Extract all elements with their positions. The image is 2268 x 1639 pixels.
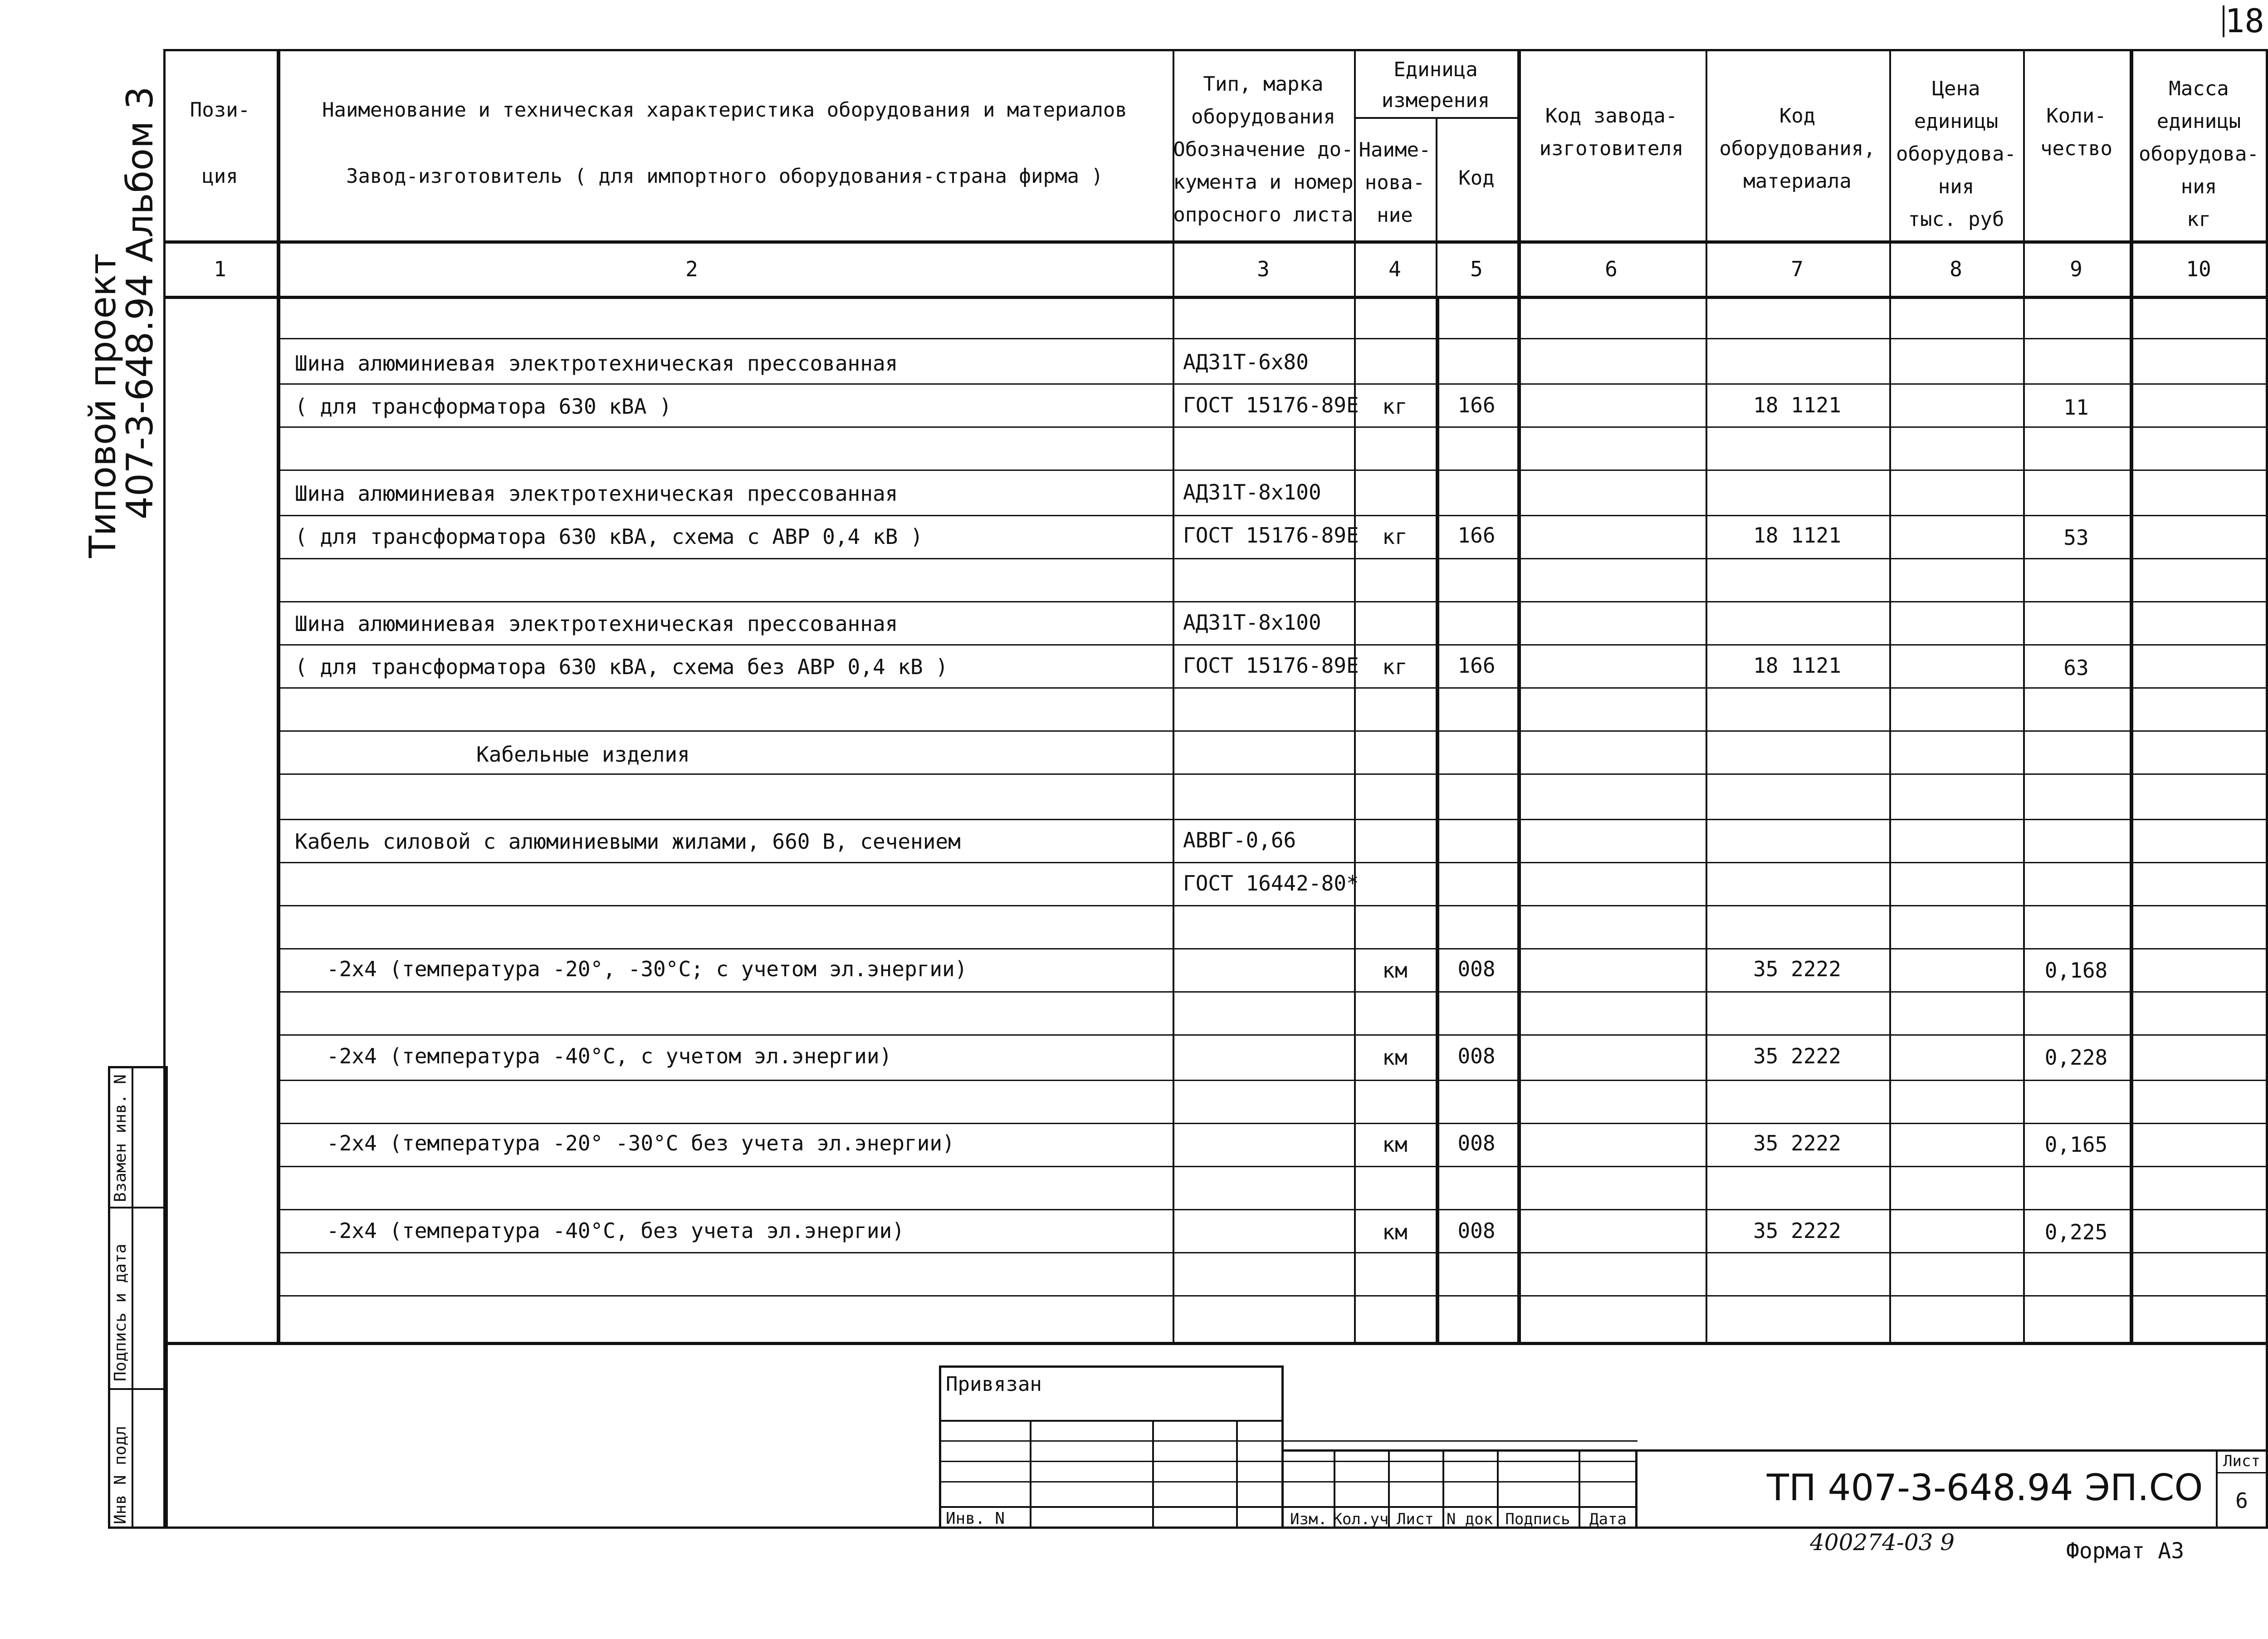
colnum-2: 2 bbox=[685, 257, 698, 281]
sheet-number: 6 bbox=[2235, 1488, 2248, 1513]
header-c3: Тип, марка оборудования Обозначение до- кумента и номер опросного листа bbox=[1173, 73, 1354, 226]
stamp-label-replacement: Взамен инв. N bbox=[111, 1074, 130, 1202]
row-qty: 53 bbox=[2063, 525, 2089, 550]
row-code: 008 bbox=[1457, 1131, 1496, 1155]
sheet-label: Лист bbox=[2223, 1452, 2260, 1470]
row-equip-code: 35 2222 bbox=[1753, 1218, 1841, 1243]
row-type: АД31Т-6х80 bbox=[1183, 350, 1309, 374]
row-type: ГОСТ 15176-89Е bbox=[1183, 523, 1359, 548]
header-c9: Коли- чество bbox=[2040, 104, 2112, 160]
rev-col-list: Лист bbox=[1397, 1510, 1434, 1528]
row-qty: 63 bbox=[2063, 656, 2089, 680]
colnum-8: 8 bbox=[1950, 257, 1962, 281]
row-name: -2х4 (температура -40°С, с учетом эл.энергии) bbox=[327, 1044, 892, 1068]
row-code: 008 bbox=[1457, 1044, 1496, 1068]
colnum-1: 1 bbox=[214, 257, 226, 281]
attached-label: Привязан bbox=[946, 1373, 1042, 1396]
header-unit-group: Единица измерения bbox=[1381, 58, 1490, 112]
row-unit: км bbox=[1382, 1220, 1408, 1244]
rev-col-signature: Подпись bbox=[1505, 1510, 1570, 1528]
handwritten-code: 400274-03 9 bbox=[1810, 1529, 1955, 1556]
row-equip-code: 35 2222 bbox=[1753, 1131, 1841, 1155]
colnum-4: 4 bbox=[1388, 257, 1401, 281]
header-c4: Наиме- нова- ние bbox=[1359, 138, 1431, 227]
colnum-7: 7 bbox=[1791, 257, 1804, 281]
row-equip-code: 18 1121 bbox=[1753, 653, 1841, 678]
row-unit: км bbox=[1382, 1132, 1408, 1157]
colnum-10: 10 bbox=[2186, 257, 2211, 281]
stamp-label-inv-podl: Инв N подл bbox=[111, 1426, 130, 1524]
colnum-6: 6 bbox=[1605, 257, 1618, 281]
row-code: 166 bbox=[1457, 523, 1496, 548]
row-equip-code: 35 2222 bbox=[1753, 957, 1841, 981]
stamp-label-signature: Подпись и дата bbox=[111, 1243, 130, 1381]
row-type: ГОСТ 15176-89Е bbox=[1183, 393, 1359, 417]
row-qty: 0,225 bbox=[2044, 1220, 2108, 1244]
row-unit: км bbox=[1382, 958, 1408, 983]
row-qty: 0,168 bbox=[2044, 958, 2108, 983]
inv-label: Инв. N bbox=[946, 1509, 1005, 1528]
header-c6: Код завода- изготовителя bbox=[1539, 104, 1684, 160]
rev-col-ndok: N док bbox=[1446, 1510, 1493, 1528]
row-type: ГОСТ 15176-89Е bbox=[1183, 653, 1359, 678]
row-name: Кабель силовой с алюминиевыми жилами, 660 В, сечением bbox=[295, 829, 961, 854]
row-equip-code: 18 1121 bbox=[1753, 523, 1841, 548]
colnum-9: 9 bbox=[2070, 257, 2082, 281]
header-c7: Код оборудования, материала bbox=[1719, 104, 1876, 193]
rev-col-kolch: Кол.уч bbox=[1333, 1510, 1389, 1528]
header-c8: Цена единицы оборудова- ния тыс. руб bbox=[1896, 77, 2016, 231]
row-name: Шина алюминиевая электротехническая прессованная bbox=[295, 612, 898, 636]
row-unit: км bbox=[1382, 1045, 1408, 1070]
row-name: Шина алюминиевая электротехническая прессованная bbox=[295, 481, 898, 506]
colnum-5: 5 bbox=[1470, 257, 1483, 281]
colnum-3: 3 bbox=[1257, 257, 1270, 281]
header-c2: Наименование и техническая характеристика оборудования и материалов Завод-изготовитель ( для импортного оборудования-страна фирма ) bbox=[322, 98, 1127, 188]
row-name: Шина алюминиевая электротехническая прессованная bbox=[295, 351, 898, 376]
row-name: ( для трансформатора 630 кВА, схема без АВР 0,4 кВ ) bbox=[295, 655, 948, 679]
row-type: АВВГ-0,66 bbox=[1183, 828, 1296, 852]
section-heading: Кабельные изделия bbox=[476, 742, 690, 767]
header-c10: Масса единицы оборудова- ния кг bbox=[2139, 77, 2259, 231]
row-unit: кг bbox=[1382, 524, 1408, 549]
row-code: 166 bbox=[1457, 653, 1496, 678]
row-name: ( для трансформатора 630 кВА, схема с АВР 0,4 кВ ) bbox=[295, 524, 923, 549]
row-qty: 11 bbox=[2063, 395, 2089, 420]
row-type: ГОСТ 16442-80* bbox=[1183, 871, 1359, 895]
row-unit: кг bbox=[1382, 655, 1408, 679]
row-equip-code: 18 1121 bbox=[1753, 393, 1841, 417]
header-c5: Код bbox=[1458, 166, 1495, 190]
row-code: 166 bbox=[1457, 393, 1496, 417]
row-name: -2х4 (температура -40°С, без учета эл.энергии) bbox=[327, 1218, 904, 1243]
format-label: Формат А3 bbox=[2066, 1538, 2185, 1564]
page-number-mark bbox=[2223, 5, 2224, 37]
row-code: 008 bbox=[1457, 957, 1496, 981]
row-qty: 0,165 bbox=[2044, 1132, 2108, 1157]
rev-col-date: Дата bbox=[1589, 1510, 1627, 1528]
row-type: АД31Т-8х100 bbox=[1183, 610, 1321, 635]
project-code: 407-3-648.94 Альбом 3 bbox=[119, 86, 161, 519]
header-c1: Пози- ция bbox=[190, 98, 250, 188]
page-number: 18 bbox=[2225, 2, 2264, 40]
row-unit: кг bbox=[1382, 394, 1408, 419]
row-qty: 0,228 bbox=[2044, 1045, 2108, 1070]
row-equip-code: 35 2222 bbox=[1753, 1044, 1841, 1068]
project-title: Типовой проект bbox=[82, 253, 124, 558]
row-type: АД31Т-8х100 bbox=[1183, 480, 1321, 504]
doc-code: ТП 407-3-648.94 ЭП.СО bbox=[1767, 1467, 2203, 1509]
rev-col-izm: Изм. bbox=[1290, 1510, 1327, 1528]
row-name: -2х4 (температура -20° -30°С без учета эл.энергии) bbox=[327, 1131, 955, 1155]
row-name: ( для трансформатора 630 кВА ) bbox=[295, 394, 672, 419]
row-name: -2х4 (температура -20°, -30°С; с учетом эл.энергии) bbox=[327, 957, 968, 981]
row-code: 008 bbox=[1457, 1218, 1496, 1243]
